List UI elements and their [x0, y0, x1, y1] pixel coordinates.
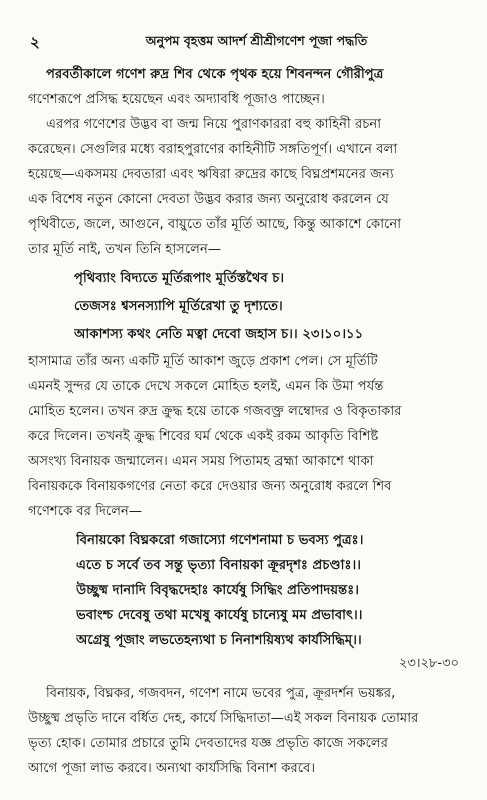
text-line: তার মূর্তি নাই, তখন তিনি হাসলেন— [28, 242, 222, 257]
sanskrit-verse-2 [28, 528, 465, 653]
text-line: গণেশকে বর দিলেন— [28, 504, 143, 519]
text-line: পৃথিবীতে, জলে, আগুনে, বায়ুতে তাঁর মূর্তি আছে, কিন্তু আকাশে কোনো [28, 217, 402, 232]
verse-line: তেজসঃ শ্বসনস্যাপি মূর্তিরেখা তু দৃশ্যতে। [74, 299, 283, 314]
verse-line: উচ্ছুষ্ম দানাদি বিবৃদ্ধদেহাঃ কার্যেষু সিদ্ধিং প্রতিপাদয়ন্তঃ। [76, 583, 359, 598]
verse-line: এতে চ সর্বে তব সন্তু ভৃত্যা বিনায়কা ক্রূরদৃশঃ প্রচণ্ডাঃ।। [76, 558, 361, 573]
verse-line: ভবাংশ্চ দেবেষু তথা মখেষু কার্যেষু চান্যেষু মম প্রভাবাৎ।। [76, 608, 363, 623]
paragraph-4 [28, 681, 465, 781]
text-line: করেছেন। সেগুলির মধ্যে বরাহপুরাণের কাহিনীটি সঙ্গতিপূর্ণ। এখানে বলা [28, 142, 398, 157]
verse-line: অগ্রেষু পূজাং লভতেহন্যথা চ নিনাশয়িষ্যথ কার্যসিদ্ধিম্।। [76, 633, 362, 648]
text-line: এরপর গণেশের উদ্ভব বা জন্ম নিয়ে পুরাণকাররা বহু কাহিনী রচনা [46, 117, 382, 132]
text-line: হয়েছে—একসময় দেবতারা এবং ঋষিরা রুদ্রের কাছে বিঘ্নপ্রশমনের জন্য [28, 167, 394, 182]
text-line: হাসামাত্র তাঁর অন্য একটি মূর্তি আকাশ জুড়ে প্রকাশ পেল। সে মূর্তিটি [28, 354, 378, 369]
text-line: ভৃত্য হোক। তোমার প্রচারে তুমি দেবতাদের যজ্ঞ প্রভৃতি কাজে সকলের [28, 736, 388, 751]
verse-reference: ২৩।২৮-৩০ [398, 656, 459, 671]
paragraph-1 [28, 62, 465, 112]
page-body [28, 62, 465, 781]
text-line: উচ্ছুষ্ম প্রভৃতি দানে বর্ধিত দেহ, কার্যে সিদ্ধিদাতা—এই সকল বিনায়ক তোমার [28, 711, 419, 726]
text-line: বিনায়ককে বিনায়কগণের নেতা করে দেওয়ার জন্য অনুরোধ করলে শিব [28, 479, 392, 494]
sanskrit-verse-1 [28, 265, 465, 349]
text-line: আগে পূজা লাভ করবে। অন্যথা কার্যসিদ্ধি বিনাশ করবে। [28, 761, 316, 776]
paragraph-2 [28, 112, 465, 262]
running-title: অনুপম বৃহত্তম আদর্শ শ্রীশ্রীগণেশ পূজা পদ্ধতি [145, 33, 368, 48]
paragraph-3 [28, 349, 465, 524]
text-line: গণেশরূপে প্রসিদ্ধ হয়েছেন এবং অদ্যাবধি পূজাও পাচ্ছেন। [28, 92, 325, 107]
page-header [30, 30, 463, 56]
text-line: বিনায়ক, বিঘ্নকর, গজবদন, গণেশ নামে ভবের পুত্র, ক্রূরদর্শন ভয়ঙ্কর, [46, 686, 396, 701]
verse-line: পৃথিব্যাং বিদ্যতে মূর্তিরূপাং মূর্তিস্তথৈব চ। [74, 271, 285, 286]
verse-line: আকাশস্য কথং নেতি মত্বা দেবো জহাস চ।। ২৩।১০।১১ [74, 327, 364, 342]
text-line: এমনই সুন্দর যে তাকে দেখে সকলে মোহিত হলই, এমন কি উমা পর্যন্ত [28, 379, 384, 394]
verse-line: বিনায়কো বিঘ্নকরো গজাস্যো গণেশনামা চ ভবস্য পুত্রঃ। [76, 533, 364, 548]
page-number: ২ [30, 32, 40, 51]
text-line: মোহিত হলেন। তখন রুদ্র ক্রুদ্ধ হয়ে তাকে গজবক্ত্র লম্বোদর ও বিকৃতাকার [28, 404, 402, 419]
text-line: করে দিলেন। তখনই ক্রুদ্ধ শিবের ঘর্ম থেকে একই রকম আকৃতি বিশিষ্ট [28, 429, 379, 444]
text-line: এক বিশেষ নতুন কোনো দেবতা উদ্ভব করার জন্য অনুরোধ করলেন যে [28, 192, 389, 207]
text-line: অসংখ্য বিনায়ক জন্মালেন। এমন সময় পিতামহ ব্রহ্মা আকাশে থাকা [28, 454, 374, 469]
text-line: পরবর্তীকালে গণেশ রুদ্র শিব থেকে পৃথক হয়ে শিবনন্দন গৌরীপুত্র [46, 67, 384, 82]
